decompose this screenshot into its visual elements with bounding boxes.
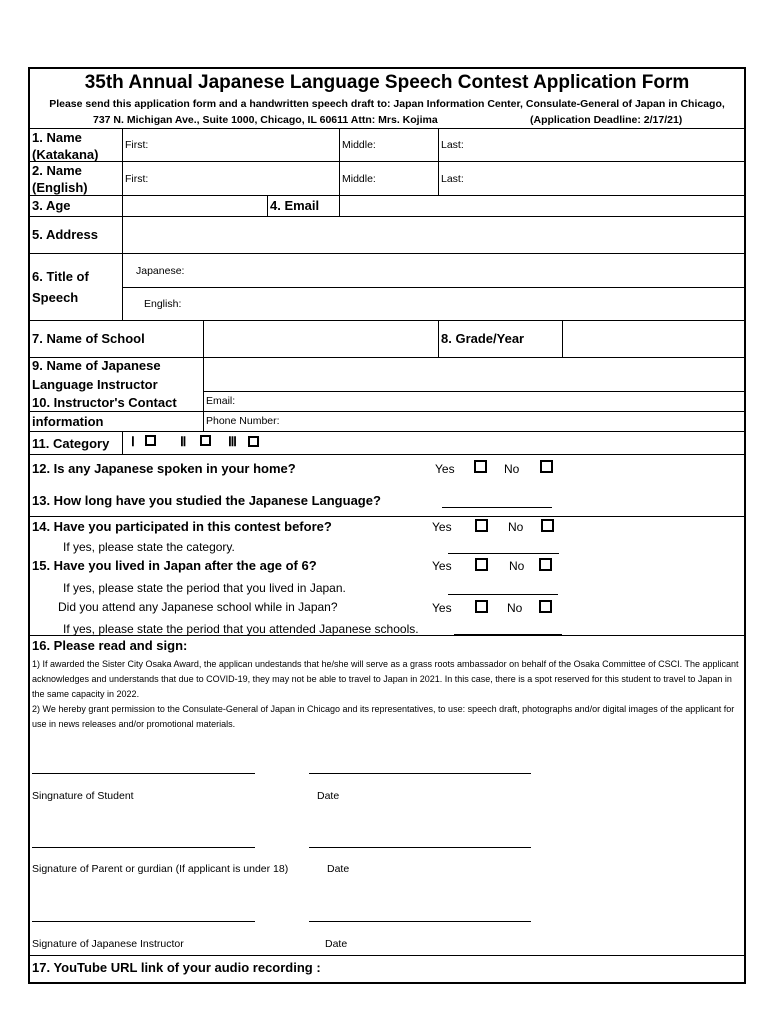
application-deadline: (Application Deadline: 2/17/21) [530,114,683,126]
q12-yes-label: Yes [435,462,455,476]
q14-yes-label: Yes [432,520,452,534]
q14-yes-checkbox[interactable] [475,519,488,532]
student-signature-line[interactable] [32,773,255,774]
last-name-katakana-label: Last: [441,139,464,151]
age-label: 3. Age [32,198,71,213]
q15-period-line[interactable] [448,594,558,595]
q12-label: 12. Is any Japanese spoken in your home? [32,461,296,476]
middle-name-english-label: Middle: [342,173,376,185]
q15-school-no-checkbox[interactable] [539,600,552,613]
parent-date-line[interactable] [309,847,531,848]
section16-para1: 1) If awarded the Sister City Osaka Award, the applican undestands that he/she will serve as a grass roots ambassador on behalf of the Osaka Committee of CSCI. The applicant acknowledges and understands that due to COVID-19, they may not be able to travel to Japan in 2021. In this case, there is a spot reserved for this student to travel to Japan in the same capacity in 2022. [32,659,739,699]
category-3-checkbox[interactable] [248,436,259,447]
first-name-english-label: First: [125,173,149,185]
speech-title-japanese-label: Japanese: [136,265,185,277]
q15-school-yes-label: Yes [432,601,452,615]
q1-label: 1. Name (Katakana) [32,130,99,162]
address-label: 5. Address [32,227,98,242]
q14-no-checkbox[interactable] [541,519,554,532]
email-label: 4. Email [270,198,320,213]
q15-yes-checkbox[interactable] [475,558,488,571]
grade-year-label: 8. Grade/Year [441,331,525,346]
student-signature-label: Singnature of Student [32,790,134,802]
student-date-label: Date [317,790,340,802]
instructor-signature-label: Signature of Japanese Instructor [32,938,184,950]
q15-school-question: Did you attend any Japanese school while in Japan? [58,600,338,614]
mailing-instructions: Please send this application form and a handwritten speech draft to: Japan Information Center, Consulate-General of Japan in Chicago, [49,98,725,110]
section16-heading: 16. Please read and sign: [32,638,188,653]
middle-name-katakana-label: Middle: [342,139,376,151]
category-1-label: Ⅰ [131,434,135,449]
q15-no-checkbox[interactable] [539,558,552,571]
q14-category-line[interactable] [448,553,559,554]
category-3-label: Ⅲ [228,434,237,449]
q15-school-period-prompt: If yes, please state the period that you attended Japanese schools. [63,622,419,636]
q14-no-label: No [508,520,524,534]
q15-school-no-label: No [507,601,523,615]
q15-yes-label: Yes [432,559,452,573]
youtube-url-label: 17. YouTube URL link of your audio recording : [32,960,321,975]
q12-no-checkbox[interactable] [540,460,553,473]
q14-followup: If yes, please state the category. [63,540,235,554]
q15-no-label: No [509,559,525,573]
category-2-checkbox[interactable] [200,435,211,446]
q14-label: 14. Have you participated in this contest before? [32,519,332,534]
school-name-label: 7. Name of School [32,331,145,346]
q2-label: 2. Name (English) [32,163,88,195]
category-1-checkbox[interactable] [145,435,156,446]
q13-label: 13. How long have you studied the Japanese Language? [32,493,381,508]
instructor-name-label: 9. Name of Japanese Language Instructor [32,358,161,392]
category-label: 11. Category [32,436,110,451]
instructor-date-line[interactable] [309,921,531,922]
instructor-email-label: Email: [206,395,236,407]
parent-signature-line[interactable] [32,847,255,848]
form-title: 35th Annual Japanese Language Speech Contest Application Form [84,72,690,93]
instructor-date-label: Date [325,938,348,950]
q12-yes-checkbox[interactable] [474,460,487,473]
q15-school-yes-checkbox[interactable] [475,600,488,613]
q13-answer-line[interactable] [442,507,552,508]
speech-title-label: 6. Title of Speech [32,269,89,305]
last-name-english-label: Last: [441,173,464,185]
q12-no-label: No [504,462,520,476]
section16-para2: 2) We hereby grant permission to the Consulate-General of Japan in Chicago and its representatives, to use: speech draft, photographs and/or digital images of the applicant for use in news releases and/or promotional materials. [32,704,735,729]
q15-label: 15. Have you lived in Japan after the age of 6? [32,558,317,573]
category-2-label: Ⅱ [180,434,187,449]
speech-title-english-label: English: [144,298,182,310]
instructor-contact-label: 10. Instructor's Contact information [32,395,177,429]
instructor-phone-label: Phone Number: [206,415,280,427]
instructor-signature-line[interactable] [32,921,255,922]
q15-school-period-line[interactable] [454,634,562,635]
q15-period-prompt: If yes, please state the period that you lived in Japan. [63,581,346,595]
student-date-line[interactable] [309,773,531,774]
mailing-address: 737 N. Michigan Ave., Suite 1000, Chicago, IL 60611 Attn: Mrs. Kojima [93,114,438,126]
first-name-katakana-label: First: [125,139,149,151]
parent-date-label: Date [327,863,350,875]
application-form [28,67,746,984]
parent-signature-label: Signature of Parent or gurdian (If applicant is under 18) [32,863,289,875]
